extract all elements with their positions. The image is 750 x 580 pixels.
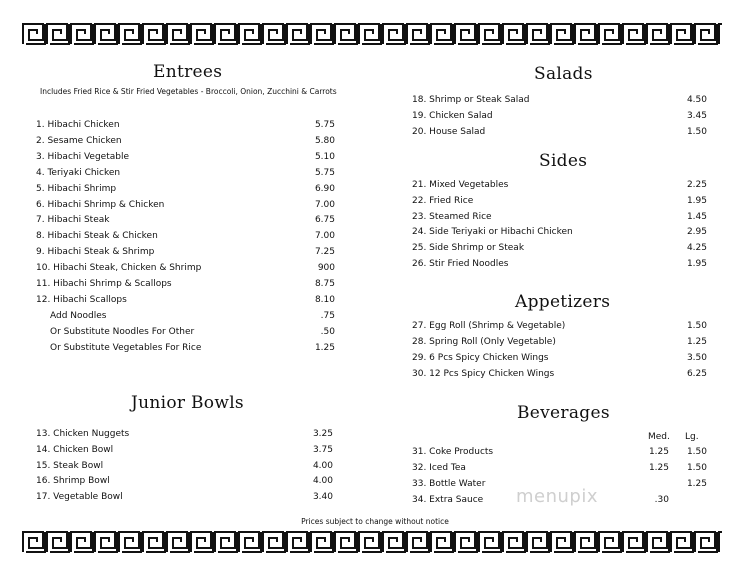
entrees-heading: Entrees: [153, 62, 223, 82]
beverages-med-header: Med.: [648, 432, 670, 442]
appetizers-item: [412, 319, 707, 334]
item-name: 28. Spring Roll (Only Vegetable): [412, 336, 556, 347]
item-name: 19. Chicken Salad: [412, 110, 493, 121]
sides-item: [412, 257, 707, 272]
item-name: 31. Coke Products: [412, 447, 494, 457]
item-name: 30. 12 Pcs Spicy Chicken Wings: [412, 368, 555, 379]
entrees-item: [36, 245, 335, 260]
item-name: 33. Bottle Water: [412, 478, 486, 489]
item-price: 3.40: [312, 492, 333, 503]
item-name: 22. Fried Rice: [412, 195, 474, 206]
entrees-item: [36, 213, 335, 228]
item-price: 1.95: [686, 259, 707, 269]
item-price: 6.25: [686, 368, 707, 379]
item-name: Or Substitute Vegetables For Rice: [50, 342, 202, 353]
item-price: 1.25: [314, 342, 335, 353]
entrees-item: [36, 261, 335, 276]
item-price: 7.00: [314, 199, 335, 210]
item-name: 25. Side Shrimp or Steak: [412, 243, 525, 254]
item-price: 4.00: [312, 476, 333, 487]
item-price: 2.95: [686, 227, 707, 238]
greek-key-icon: [22, 22, 722, 46]
junior-bowls-heading: Junior Bowls: [131, 393, 244, 413]
item-name: 15. Steak Bowl: [36, 460, 104, 471]
item-price: 2.25: [686, 180, 707, 190]
sides-item: [412, 241, 707, 256]
sides-item: [412, 210, 707, 225]
item-price: 4.50: [686, 95, 707, 105]
item-name: 24. Side Teriyaki or Hibachi Chicken: [412, 227, 573, 238]
item-price-medium: .30: [654, 494, 669, 505]
item-price: 3.45: [686, 110, 707, 121]
item-name: 13. Chicken Nuggets: [36, 429, 130, 439]
item-price: 900: [317, 263, 335, 274]
entrees-item: [36, 150, 335, 165]
entrees-item: [36, 118, 335, 133]
entrees-item: [50, 341, 335, 356]
item-name: 16. Shrimp Bowl: [36, 476, 110, 487]
bottom-border-pattern: [22, 530, 722, 554]
item-price: 1.50: [686, 321, 707, 331]
salads-item: [412, 93, 707, 108]
item-price: 8.75: [314, 279, 335, 289]
item-price: .50: [320, 326, 335, 337]
item-price: 4.25: [686, 243, 707, 254]
salads-item: [412, 109, 707, 124]
appetizers-item: [412, 367, 707, 382]
item-name: 34. Extra Sauce: [412, 494, 484, 505]
sides-item: [412, 194, 707, 209]
item-price: 1.50: [686, 126, 707, 137]
entrees-item: [36, 198, 335, 213]
item-price-large: 1.50: [686, 447, 707, 457]
item-price: 5.75: [314, 167, 335, 178]
entrees-item: [50, 309, 335, 324]
entrees-item: [36, 134, 335, 149]
item-name: Add Noodles: [50, 310, 107, 321]
price-notice: Prices subject to change without notice: [301, 517, 449, 526]
sides-item: [412, 178, 707, 193]
item-name: 32. Iced Tea: [412, 462, 466, 473]
item-name: 9. Hibachi Steak & Shrimp: [36, 247, 155, 258]
item-price: 3.75: [312, 444, 333, 455]
item-name: 17. Vegetable Bowl: [36, 492, 123, 503]
item-name: 4. Teriyaki Chicken: [36, 167, 121, 178]
item-price: 1.25: [686, 336, 707, 347]
item-price: .75: [320, 310, 335, 321]
item-price: 1.45: [686, 211, 707, 222]
item-name: 5. Hibachi Shrimp: [36, 183, 117, 194]
entrees-item: [36, 182, 335, 197]
salads-heading: Salads: [534, 64, 593, 84]
item-name: 10. Hibachi Steak, Chicken & Shrimp: [36, 263, 202, 274]
item-price-large: 1.25: [686, 478, 707, 489]
item-name: 3. Hibachi Vegetable: [36, 151, 129, 162]
item-price-large: 1.50: [686, 462, 707, 473]
item-price: 6.90: [314, 183, 335, 194]
top-border-pattern: [22, 22, 722, 46]
item-price-medium: 1.25: [648, 462, 669, 473]
item-name: 21. Mixed Vegetables: [412, 180, 509, 190]
junior-bowls-item: [36, 459, 333, 474]
sides-item: [412, 225, 707, 240]
entrees-item: [36, 293, 335, 308]
beverages-item: [412, 461, 707, 476]
item-name: 12. Hibachi Scallops: [36, 294, 127, 305]
watermark-text: menupix: [516, 486, 599, 507]
beverages-item: [412, 445, 707, 460]
junior-bowls-item: [36, 427, 333, 442]
item-price: 7.25: [314, 247, 335, 258]
item-price: 5.80: [314, 135, 335, 146]
entrees-item: [36, 277, 335, 292]
item-price: 5.75: [314, 120, 335, 130]
junior-bowls-item: [36, 443, 333, 458]
entrees-subtitle: Includes Fried Rice & Stir Fried Vegetables - Broccoli, Onion, Zucchini & Carrots: [40, 87, 337, 96]
entrees-item: [36, 229, 335, 244]
item-name: 2. Sesame Chicken: [36, 135, 122, 146]
item-price: 5.10: [314, 151, 335, 162]
item-price-medium: 1.25: [648, 447, 669, 457]
item-price: 4.00: [312, 460, 333, 471]
item-name: 20. House Salad: [412, 126, 486, 137]
item-price: 3.25: [312, 429, 333, 439]
item-name: 14. Chicken Bowl: [36, 444, 114, 455]
appetizers-item: [412, 335, 707, 350]
item-name: 26. Stir Fried Noodles: [412, 259, 509, 269]
item-price: 8.10: [314, 294, 335, 305]
junior-bowls-item: [36, 490, 333, 505]
item-name: 8. Hibachi Steak & Chicken: [36, 231, 158, 242]
item-price: 6.75: [314, 215, 335, 226]
junior-bowls-item: [36, 474, 333, 489]
item-name: 1. Hibachi Chicken: [36, 120, 120, 130]
salads-item: [412, 125, 707, 140]
beverages-lg-header: Lg.: [685, 432, 699, 442]
item-name: Or Substitute Noodles For Other: [50, 326, 195, 337]
item-name: 7. Hibachi Steak: [36, 215, 110, 226]
item-name: 6. Hibachi Shrimp & Chicken: [36, 199, 165, 210]
item-price: 3.50: [686, 352, 707, 363]
sides-heading: Sides: [539, 151, 588, 171]
greek-key-icon: [22, 530, 722, 554]
item-price: 1.95: [686, 195, 707, 206]
item-price: 7.00: [314, 231, 335, 242]
item-name: 18. Shrimp or Steak Salad: [412, 95, 530, 105]
entrees-item: [50, 325, 335, 340]
appetizers-heading: Appetizers: [515, 292, 611, 312]
item-name: 23. Steamed Rice: [412, 211, 492, 222]
entrees-item: [36, 166, 335, 181]
appetizers-item: [412, 351, 707, 366]
item-name: 27. Egg Roll (Shrimp & Vegetable): [412, 321, 566, 331]
beverages-heading: Beverages: [517, 403, 610, 423]
item-name: 29. 6 Pcs Spicy Chicken Wings: [412, 352, 549, 363]
item-name: 11. Hibachi Shrimp & Scallops: [36, 279, 172, 289]
